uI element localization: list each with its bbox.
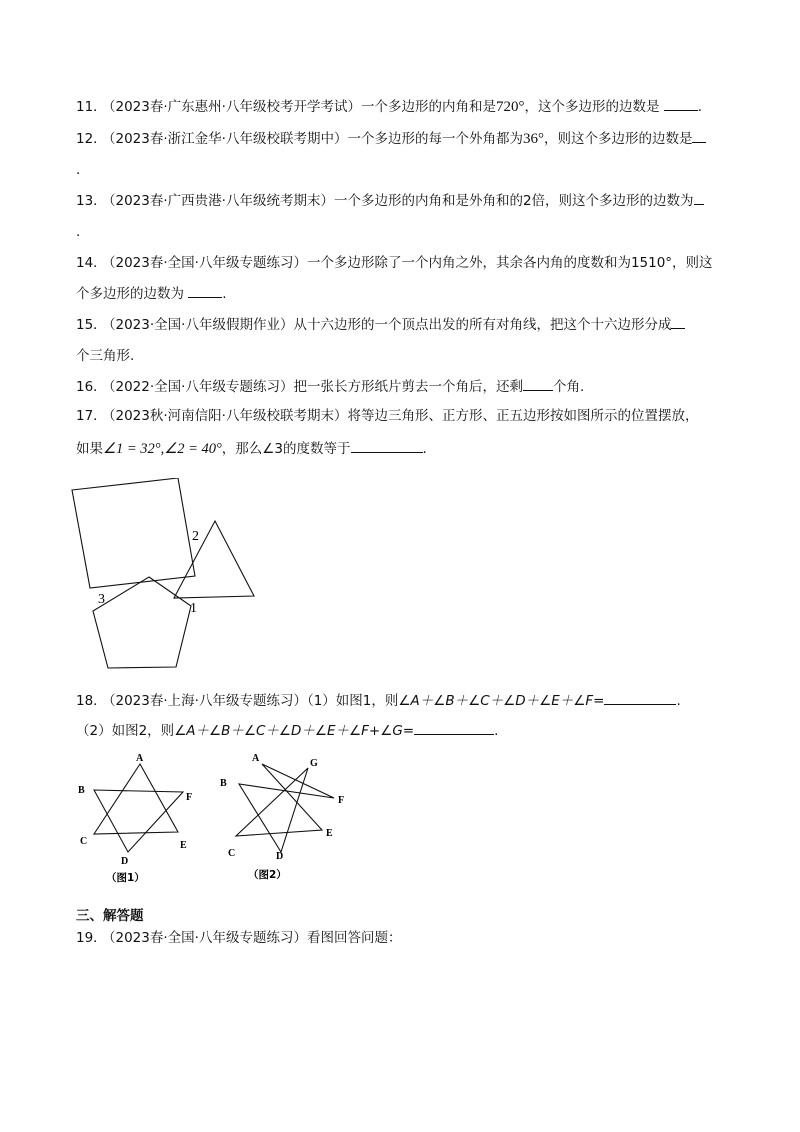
- question-11: 11．（2023春·广东惠州·八年级校考开学考试）一个多边形的内角和是720°，这个多边形的边数是 .: [76, 96, 702, 117]
- answer-blank[interactable]: [351, 438, 423, 453]
- fig2-label-c: C: [228, 848, 236, 859]
- answer-blank[interactable]: [604, 690, 676, 705]
- fig2-label-e: E: [326, 828, 333, 839]
- question-14: 14．（2023春·全国·八年级专题练习）一个多边形除了一个内角之外，其余各内角的度数和为1510°，则这: [76, 255, 713, 271]
- question-14-cont: 个多边形的边数为 .: [76, 283, 227, 304]
- triangle-shape: [174, 521, 254, 598]
- fig1-caption: （图1）: [106, 872, 145, 884]
- question-12: 12．（2023春·浙江金华·八年级校联考期中）一个多边形的每一个外角都为36°，则这个多边形的边数是: [76, 128, 706, 149]
- fig1-label-f: F: [186, 792, 193, 803]
- question-12-cont: .: [76, 162, 81, 178]
- question-15: 15．（2023·全国·八年级假期作业）从十六边形的一个顶点出发的所有对角线，把这个十六边形分成: [76, 314, 685, 335]
- angle-2-label: 2: [192, 529, 199, 544]
- figure-q18-star-2: [214, 748, 364, 888]
- fig2-caption: （图2）: [248, 869, 287, 881]
- question-15-cont: 个三角形.: [76, 348, 135, 364]
- answer-blank[interactable]: [414, 720, 494, 735]
- fig2-label-a: A: [252, 753, 260, 764]
- fig1-label-b: B: [78, 785, 85, 796]
- question-17-cont: 如果∠1 = 32°,∠2 = 40°，那么∠3的度数等于 .: [76, 438, 427, 459]
- answer-blank[interactable]: [188, 283, 222, 298]
- figure-q18-star-1: [70, 748, 200, 888]
- question-18: 18．（2023春·上海·八年级专题练习）（1）如图1，则∠A＋∠B＋∠C＋∠D＋∠E＋∠F= .: [76, 690, 681, 711]
- question-16: 16．（2022·全国·八年级专题练习）把一张长方形纸片剪去一个角后，还剩 个角.: [76, 376, 584, 397]
- fig2-label-b: B: [220, 778, 227, 789]
- square-shape: [72, 478, 195, 588]
- answer-blank[interactable]: [523, 376, 553, 391]
- angle-3-label: 3: [98, 592, 105, 607]
- question-17: 17．（2023秋·河南信阳·八年级校联考期末）将等边三角形、正方形、正五边形按如图所示的位置摆放，: [76, 408, 699, 424]
- question-13-cont: .: [76, 224, 81, 240]
- figure-q17-polygons: [60, 478, 270, 678]
- question-13: 13．（2023春·广西贵港·八年级统考期末）一个多边形的内角和是外角和的2倍，则这个多边形的边数为: [76, 190, 704, 211]
- question-19: 19．（2023春·全国·八年级专题练习）看图回答问题：: [76, 930, 402, 946]
- angle-1-label: 1: [190, 601, 197, 616]
- answer-blank[interactable]: [694, 190, 704, 205]
- fig1-label-e: E: [180, 840, 187, 851]
- answer-blank[interactable]: [671, 314, 685, 329]
- pentagon-shape: [93, 577, 191, 668]
- section-heading: 三、解答题: [76, 908, 144, 924]
- fig2-label-g: G: [310, 758, 318, 769]
- fig1-label-a: A: [136, 753, 144, 764]
- fig2-label-f: F: [338, 795, 345, 806]
- question-18-part2: （2）如图2，则∠A＋∠B＋∠C＋∠D＋∠E＋∠F+∠G= .: [76, 720, 498, 741]
- heptagram-shape: [236, 764, 334, 852]
- fig1-label-c: C: [80, 836, 88, 847]
- answer-blank[interactable]: [692, 128, 706, 143]
- fig1-label-d: D: [121, 856, 129, 867]
- answer-blank[interactable]: [664, 96, 698, 111]
- fig2-label-d: D: [276, 851, 284, 862]
